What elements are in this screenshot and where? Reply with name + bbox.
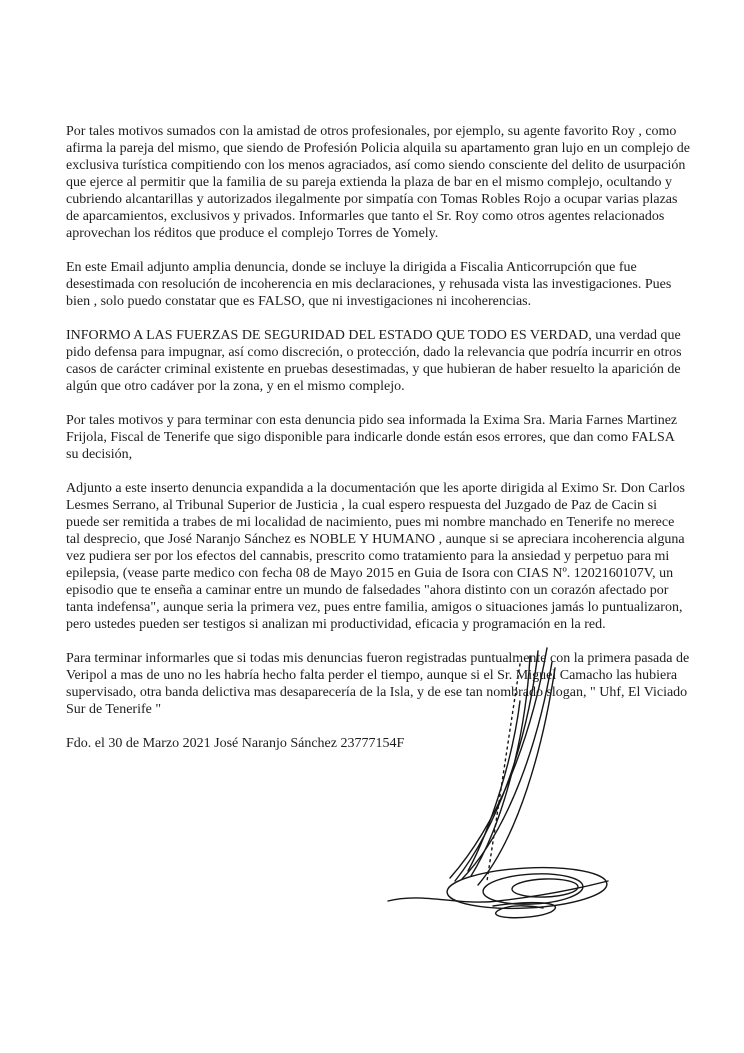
- paragraph-2: En este Email adjunto amplia denuncia, donde se incluye la dirigida a Fiscalia Anticorrupción que fue desestimada con resolución de incoherencia en mis declaraciones, y rehusada vista las investigaciones. Pues bien , solo puedo constatar que es FALSO, que ni investigaciones ni incoherencias.: [66, 260, 672, 309]
- paragraph-6: Para terminar informarles que si todas mis denuncias fueron registradas puntualmente con la primera pasada de Veripol a mas de uno no les habría hecho falta perder el tiempo, aunque si el Sr. Miguel Camacho las hubiera supervisado, otra banda delictiva mas desaparecería de la Isla, y de ese tan nombrado slogan, " Uhf, El Viciado Sur de Tenerife ": [66, 651, 690, 717]
- paragraph-5: Adjunto a este inserto denuncia expandida a la documentación que les aporte dirigida al Eximo Sr. Don Carlos Lesmes Serrano, al Tribunal Superior de Justicia , la cual espero respuesta del Juzgado de Paz de Cacin si puede ser remitida a trabes de mi localidad de nacimiento, pues mi nombre manchado en Tenerife no merece tal desprecio, que José Naranjo Sánchez es NOBLE Y HUMANO , aunque si se apreciara incoherencia alguna vez pudiera ser por los efectos del cannabis, prescrito como tratamiento para la ansiedad y perpetuo para mi epilepsia, (vease parte medico con fecha 08 de Mayo 2015 en Guia de Isora con CIAS Nº. 1202160107V, un episodio que te enseña a caminar entre un mundo de falsedades "ahora distinto con un corazón afectado por tanta indefensa", aunque seria la primera vez, pues entre familia, amigos o situaciones jamás lo puntualizaron, pero ustedes pueden ser testigos si analizan mi productividad, eficacia y programación en la red.: [66, 481, 685, 632]
- paragraph-3: INFORMO A LAS FUERZAS DE SEGURIDAD DEL ESTADO QUE TODO ES VERDAD, una verdad que pido defensa para impugnar, así como discreción, o protección, dado la relevancia que podría incurrir en otros casos de carácter criminal existente en pruebas desestimadas, y que hubieran de haber resuelto la aparición de algún que otro cadáver por la zona, y en el mismo complejo.: [66, 328, 682, 394]
- signature-line: Fdo. el 30 de Marzo 2021 José Naranjo Sánchez 23777154F: [66, 736, 405, 751]
- paragraph-4: Por tales motivos y para terminar con esta denuncia pido sea informada la Exima Sra. Maria Farnes Martinez Frijola, Fiscal de Tenerife que sigo disponible para indicarle donde están esos errores, que dan como FALSA su decisión,: [66, 413, 678, 462]
- letter-body: [66, 123, 690, 769]
- paragraph-1: Por tales motivos sumados con la amistad de otros profesionales, por ejemplo, su agente favorito Roy , como afirma la pareja del mismo, que siendo de Profesión Policia alquila su apartamento gran lujo en un complejo de exclusiva turística compitiendo con los menos agraciados, así como siendo consciente del delito de usurpación que ejerce al permitir que la familia de su pareja extienda la plaza de bar en el mismo complejo, ocultando y cubriendo alcantarillas y autorizados ilegalmente por simpatía con Tomas Robles Rojo a ocupar varias plazas de aparcamientos, exclusivos y privados. Informarles que tanto el Sr. Roy como otros agentes relacionados aprovechan los réditos que produce el complejo Torres de Yomely.: [66, 124, 690, 241]
